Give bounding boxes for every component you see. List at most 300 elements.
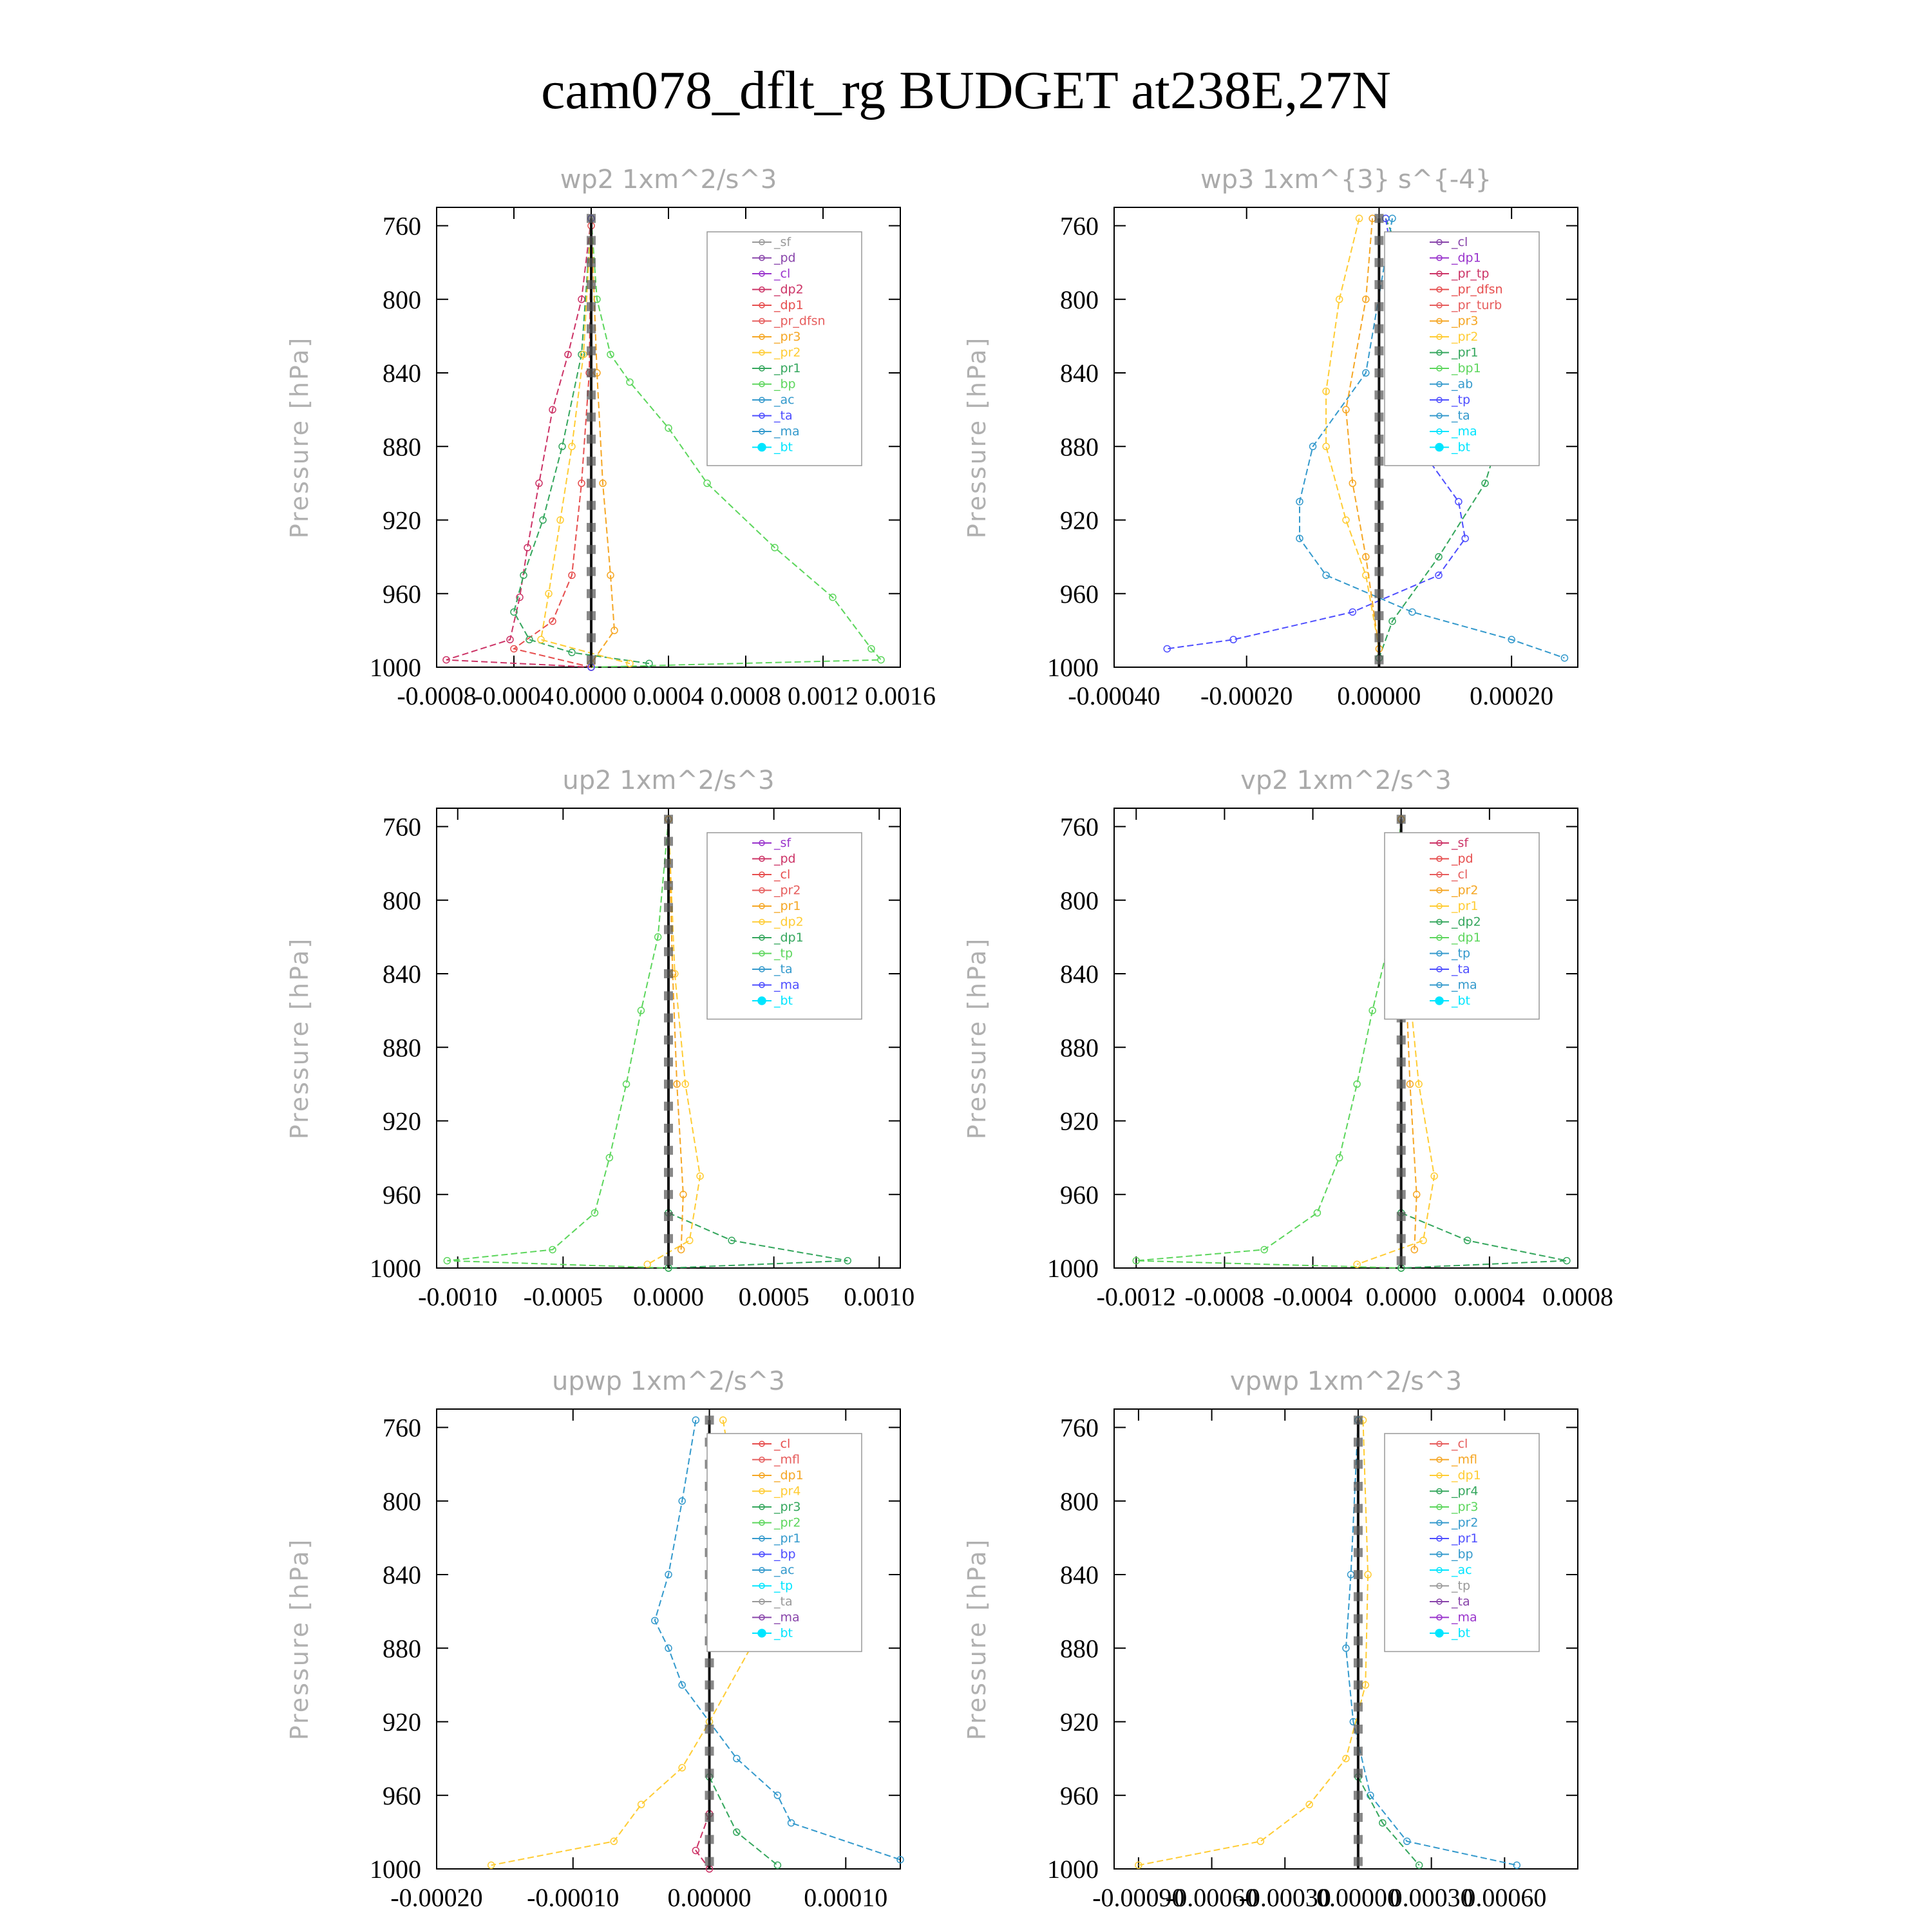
x-tick-label: 0.00020 (1470, 681, 1554, 710)
zero-marker (664, 881, 673, 890)
y-tick-label: 920 (1060, 506, 1099, 535)
y-tick-label: 920 (1060, 1707, 1099, 1737)
legend-entry: _ta (1452, 962, 1470, 976)
legend-entry: _pr3 (1452, 1500, 1479, 1514)
data-point (665, 425, 672, 431)
panel-4 (963, 766, 1613, 1311)
zero-marker (1374, 478, 1383, 488)
zero-marker (705, 1658, 714, 1667)
zero-marker (1374, 457, 1383, 466)
zero-marker (1354, 1791, 1363, 1800)
legend-entry: _pr_tp (1452, 267, 1490, 281)
x-tick-label: -0.00020 (390, 1883, 483, 1912)
x-tick-label: -0.00020 (1200, 681, 1293, 710)
y-tick-label: 800 (383, 1486, 421, 1516)
zero-marker (1354, 1725, 1363, 1734)
zero-marker (1397, 1079, 1406, 1088)
x-tick-label: 0.0010 (844, 1282, 915, 1311)
zero-marker (587, 589, 596, 598)
zero-marker (587, 258, 596, 267)
series-line-pr1 (514, 218, 649, 663)
zero-marker (1354, 1857, 1363, 1866)
y-tick-label: 840 (383, 1560, 421, 1590)
legend-entry: _ta (774, 408, 793, 423)
legend-entry: _bp (774, 1547, 796, 1562)
zero-marker (1374, 656, 1383, 665)
x-tick-label: 0.0004 (633, 681, 704, 710)
legend-entry: _dp1 (774, 298, 804, 312)
legend-entry: _cl (774, 1437, 791, 1451)
zero-marker (1354, 1504, 1363, 1513)
zero-marker (1374, 390, 1383, 399)
legend-entry: _ac (1452, 1563, 1472, 1577)
zero-marker (664, 1146, 673, 1155)
zero-marker (587, 656, 596, 665)
zero-marker (1397, 1190, 1406, 1199)
series-line-pr2 (541, 218, 630, 663)
legend-entry: _pr2 (1452, 883, 1479, 898)
zero-marker (705, 1680, 714, 1689)
zero-marker (1374, 589, 1383, 598)
y-axis-label: Pressure [hPa] (963, 1537, 991, 1741)
legend-entry: _cl (1452, 867, 1468, 882)
zero-marker (1354, 1835, 1363, 1844)
zero-marker (705, 1703, 714, 1712)
x-tick-label: 0.00000 (667, 1883, 752, 1912)
zero-marker (1354, 1747, 1363, 1756)
series-line-pr1 (1346, 218, 1379, 649)
zero-marker (587, 368, 596, 377)
y-tick-label: 800 (1060, 1486, 1099, 1516)
legend-entry: _tp (1452, 393, 1471, 407)
legend-entry: _pr4 (1452, 1484, 1479, 1499)
y-tick-label: 800 (383, 285, 421, 314)
y-tick-label: 840 (1060, 359, 1099, 388)
zero-marker (1374, 501, 1383, 510)
legend-entry: _dp2 (1452, 914, 1481, 929)
zero-marker (1374, 236, 1383, 245)
legend-entry: _tp (1452, 946, 1471, 961)
zero-marker (1397, 1212, 1406, 1221)
zero-marker (587, 545, 596, 554)
zero-marker (1374, 346, 1383, 355)
legend-entry: _pd (774, 251, 796, 265)
x-tick-label: -0.00090 (1092, 1883, 1185, 1912)
legend-entry: _pr2 (774, 883, 801, 898)
zero-marker (664, 1036, 673, 1045)
x-tick-label: -0.00030 (1238, 1883, 1331, 1912)
legend-entry: _bp (1452, 1547, 1473, 1562)
legend-entry: _pr4 (774, 1484, 801, 1499)
panel-5 (285, 1367, 904, 1912)
legend-marker (758, 997, 766, 1005)
y-tick-label: 760 (1060, 812, 1099, 842)
x-tick-label: -0.0008 (397, 681, 477, 710)
zero-marker (1374, 611, 1383, 620)
legend-entry: _cl (774, 267, 791, 281)
legend-entry: _sf (774, 836, 791, 850)
legend-entry: _pr2 (1452, 330, 1479, 344)
y-tick-label: 960 (383, 1781, 421, 1810)
zero-marker (587, 501, 596, 510)
legend-entry: _ma (774, 424, 800, 439)
x-tick-label: 0.00060 (1463, 1883, 1547, 1912)
legend-marker (1435, 444, 1443, 451)
y-tick-label: 800 (383, 886, 421, 915)
y-tick-label: 880 (383, 1033, 421, 1063)
zero-marker (1354, 1416, 1363, 1425)
zero-marker (705, 1747, 714, 1756)
x-tick-label: 0.0000 (556, 681, 627, 710)
zero-marker (705, 1725, 714, 1734)
legend-entry: _pr2 (1452, 1515, 1479, 1530)
zero-marker (664, 859, 673, 868)
zero-marker (1397, 1234, 1406, 1243)
y-tick-label: 1000 (370, 1855, 421, 1884)
x-tick-label: 0.0016 (865, 681, 936, 710)
zero-marker (1374, 523, 1383, 532)
legend-entry: _pr1 (1452, 345, 1479, 360)
panel-title: wp3 1xm^{3} s^{-4} (1200, 165, 1492, 194)
legend-entry: _pr3 (774, 1500, 801, 1514)
legend-entry: _pr3 (774, 330, 801, 344)
zero-marker (1397, 1036, 1406, 1045)
x-tick-label: -0.0012 (1096, 1282, 1176, 1311)
legend-entry: _sf (774, 235, 791, 249)
data-point (1314, 1209, 1320, 1216)
data-point (734, 1756, 740, 1762)
zero-marker (664, 969, 673, 978)
zero-marker (1397, 1146, 1406, 1155)
zero-marker (664, 903, 673, 912)
y-tick-label: 960 (383, 1180, 421, 1209)
zero-marker (587, 523, 596, 532)
y-tick-label: 920 (383, 506, 421, 535)
zero-marker (1397, 1102, 1406, 1111)
zero-marker (664, 1234, 673, 1243)
y-tick-label: 760 (1060, 1413, 1099, 1443)
legend-entry: _bt (774, 1626, 793, 1640)
zero-marker (1354, 1526, 1363, 1535)
legend-entry: _mfl (774, 1452, 800, 1467)
legend-entry: _tp (774, 946, 793, 961)
legend-marker (758, 444, 766, 451)
y-axis-label: Pressure [hPa] (285, 336, 314, 539)
legend-entry: _dp1 (774, 1468, 804, 1482)
zero-marker (587, 324, 596, 333)
legend-entry: _pr1 (1452, 899, 1479, 913)
zero-marker (1374, 324, 1383, 333)
x-tick-label: -0.00040 (1068, 681, 1160, 710)
y-tick-label: 1000 (1047, 1855, 1099, 1884)
legend-entry: _tp (774, 1578, 793, 1593)
zero-marker (1354, 1482, 1363, 1491)
y-tick-label: 840 (1060, 1560, 1099, 1590)
y-tick-label: 880 (383, 1634, 421, 1663)
legend-entry: _dp2 (774, 282, 804, 297)
data-point (627, 379, 633, 385)
zero-marker (705, 1857, 714, 1866)
legend-entry: _pr_dfsn (1452, 282, 1503, 297)
zero-marker (705, 1813, 714, 1822)
y-tick-label: 880 (1060, 1033, 1099, 1063)
page-title: cam078_dflt_rg BUDGET at238E,27N (541, 61, 1391, 120)
y-tick-label: 840 (383, 359, 421, 388)
legend-entry: _ta (1452, 408, 1470, 423)
zero-marker (1374, 214, 1383, 223)
x-tick-label: -0.00010 (527, 1883, 620, 1912)
y-tick-label: 760 (1060, 211, 1099, 241)
x-tick-label: -0.0004 (474, 681, 554, 710)
data-point (1257, 1838, 1264, 1844)
zero-marker (1374, 258, 1383, 267)
y-tick-label: 800 (1060, 886, 1099, 915)
zero-marker (1354, 1658, 1363, 1667)
y-tick-label: 840 (383, 960, 421, 989)
y-tick-label: 960 (1060, 1781, 1099, 1810)
zero-marker (1354, 1592, 1363, 1601)
zero-marker (587, 346, 596, 355)
zero-marker (587, 236, 596, 245)
zero-marker (664, 1124, 673, 1133)
legend-entry: _pr2 (774, 1515, 801, 1530)
zero-marker (705, 1835, 714, 1844)
x-tick-label: 0.0008 (1542, 1282, 1613, 1311)
zero-marker (1374, 545, 1383, 554)
x-tick-label: -0.0010 (418, 1282, 498, 1311)
x-tick-label: 0.0004 (1454, 1282, 1525, 1311)
data-point (878, 657, 884, 663)
legend-entry: _dp1 (1452, 251, 1481, 265)
data-point (788, 1820, 795, 1826)
y-tick-label: 760 (383, 211, 421, 241)
zero-marker (705, 1416, 714, 1425)
x-tick-label: -0.0005 (523, 1282, 603, 1311)
zero-marker (1354, 1570, 1363, 1579)
y-tick-label: 960 (383, 579, 421, 609)
zero-marker (1374, 633, 1383, 642)
x-tick-label: -0.0008 (1184, 1282, 1265, 1311)
x-tick-label: 0.00000 (1337, 681, 1421, 710)
legend-entry: _ta (774, 1595, 793, 1609)
y-axis-label: Pressure [hPa] (285, 1537, 314, 1741)
y-tick-label: 1000 (1047, 1254, 1099, 1283)
legend-entry: _bt (1452, 440, 1471, 455)
y-tick-label: 1000 (370, 653, 421, 682)
legend-entry: _pd (774, 851, 796, 866)
legend-entry: _cl (1452, 1437, 1468, 1451)
zero-marker (664, 1168, 673, 1177)
x-tick-label: 0.0005 (738, 1282, 810, 1311)
data-point (638, 1801, 645, 1808)
series-line-dp1 (447, 819, 668, 1268)
legend-entry: _pr_turb (1452, 298, 1502, 312)
zero-marker (587, 611, 596, 620)
y-tick-label: 840 (1060, 960, 1099, 989)
zero-marker (664, 991, 673, 1000)
legend-entry: _ma (1452, 1610, 1477, 1625)
zero-marker (587, 478, 596, 488)
legend-entry: _ab (1452, 377, 1473, 392)
legend-entry: _pd (1452, 851, 1473, 866)
series-line-dp1 (1136, 819, 1401, 1268)
zero-marker (1354, 1548, 1363, 1557)
series-line-pr2 (1326, 218, 1379, 649)
legend-entry: _bp1 (1452, 361, 1481, 375)
y-tick-label: 960 (1060, 579, 1099, 609)
series-line-bp (1358, 1777, 1419, 1865)
zero-marker (1374, 302, 1383, 311)
y-tick-label: 1000 (370, 1254, 421, 1283)
zero-marker (587, 457, 596, 466)
zero-marker (587, 390, 596, 399)
y-tick-label: 920 (1060, 1106, 1099, 1136)
legend-entry: _dp1 (1452, 931, 1481, 945)
legend-entry: _ac (774, 1563, 795, 1577)
legend-entry: _bp (774, 377, 796, 392)
zero-marker (1397, 1168, 1406, 1177)
zero-marker (1374, 413, 1383, 422)
data-point (644, 1261, 650, 1267)
legend-entry: _cl (1452, 235, 1468, 249)
panel-title: vp2 1xm^2/s^3 (1240, 766, 1452, 795)
zero-marker (705, 1791, 714, 1800)
series-line-pr1 (1139, 1420, 1368, 1865)
legend-entry: _pr_dfsn (774, 314, 826, 328)
data-point (1323, 572, 1329, 578)
data-point (1420, 1237, 1426, 1244)
legend-marker (758, 1629, 766, 1637)
data-point (774, 1862, 781, 1868)
legend-entry: _bt (1452, 994, 1471, 1008)
series-line-bp (710, 1777, 778, 1865)
series-line-pr1 (647, 819, 700, 1264)
legend-marker (1435, 1629, 1443, 1637)
panel-1 (285, 165, 936, 710)
legend-entry: _pr1 (774, 899, 801, 913)
zero-marker (664, 1079, 673, 1088)
zero-marker (705, 1768, 714, 1777)
legend-entry: _ta (1452, 1595, 1470, 1609)
x-tick-label: 0.00030 (1389, 1883, 1473, 1912)
panel-3 (285, 766, 914, 1311)
panel-title: vpwp 1xm^2/s^3 (1229, 1367, 1463, 1396)
zero-marker (587, 302, 596, 311)
zero-marker (664, 1190, 673, 1199)
x-tick-label: 0.00000 (1316, 1883, 1400, 1912)
x-tick-label: 0.0012 (788, 681, 858, 710)
x-tick-label: -0.00060 (1165, 1883, 1258, 1912)
y-tick-label: 920 (383, 1707, 421, 1737)
series-line-dp1 (514, 226, 591, 667)
legend-entry: _cl (774, 867, 791, 882)
legend-entry: _pr3 (1452, 314, 1479, 328)
legend-entry: _bt (774, 440, 793, 455)
panel-6 (963, 1367, 1578, 1912)
x-tick-label: 0.0008 (710, 681, 781, 710)
zero-marker (587, 214, 596, 223)
y-tick-label: 800 (1060, 285, 1099, 314)
zero-marker (1354, 1460, 1363, 1469)
zero-marker (1374, 280, 1383, 289)
legend-entry: _bt (1452, 1626, 1471, 1640)
legend-entry: _ma (774, 978, 800, 992)
zero-marker (1397, 815, 1406, 824)
zero-marker (1374, 435, 1383, 444)
y-tick-label: 880 (383, 432, 421, 462)
y-axis-label: Pressure [hPa] (963, 936, 991, 1140)
zero-marker (664, 1212, 673, 1221)
y-axis-label: Pressure [hPa] (963, 336, 991, 539)
zero-marker (664, 815, 673, 824)
legend-entry: _ta (774, 962, 793, 976)
zero-marker (587, 280, 596, 289)
x-tick-label: -0.0004 (1273, 1282, 1353, 1311)
legend-entry: _dp2 (774, 914, 804, 929)
x-tick-label: 0.0000 (633, 1282, 704, 1311)
panel-2 (963, 165, 1578, 710)
panel-title: up2 1xm^2/s^3 (562, 766, 775, 795)
zero-marker (1397, 1124, 1406, 1133)
y-tick-label: 1000 (1047, 653, 1099, 682)
y-tick-label: 960 (1060, 1180, 1099, 1209)
legend-entry: _pr1 (774, 361, 801, 375)
x-tick-label: 0.0000 (1365, 1282, 1437, 1311)
panel-title: upwp 1xm^2/s^3 (552, 1367, 785, 1396)
y-axis-label: Pressure [hPa] (285, 936, 314, 1140)
zero-marker (587, 567, 596, 576)
legend-entry: _pr2 (774, 345, 801, 360)
zero-marker (1374, 567, 1383, 576)
zero-marker (664, 1256, 673, 1265)
zero-marker (1354, 1680, 1363, 1689)
y-tick-label: 760 (383, 1413, 421, 1443)
zero-marker (664, 947, 673, 956)
legend-entry: _ac (774, 393, 795, 407)
legend-entry: _tp (1452, 1578, 1471, 1593)
zero-marker (587, 413, 596, 422)
legend-entry: _sf (1452, 836, 1469, 850)
y-tick-label: 880 (1060, 1634, 1099, 1663)
y-tick-label: 920 (383, 1106, 421, 1136)
data-point (704, 480, 710, 486)
zero-marker (587, 633, 596, 642)
zero-marker (1374, 368, 1383, 377)
data-point (1409, 609, 1416, 615)
zero-marker (1354, 1437, 1363, 1446)
legend-entry: _ma (1452, 424, 1477, 439)
zero-marker (1354, 1636, 1363, 1645)
y-tick-label: 880 (1060, 432, 1099, 462)
zero-marker (1354, 1813, 1363, 1822)
legend-entry: _dp1 (774, 931, 804, 945)
panel-title: wp2 1xm^2/s^3 (560, 165, 777, 194)
zero-marker (1397, 1057, 1406, 1066)
zero-marker (1354, 1615, 1363, 1624)
zero-marker (664, 1014, 673, 1023)
series-line-dp2 (668, 1213, 848, 1268)
legend-entry: _ma (1452, 978, 1477, 992)
legend-entry: _pr1 (774, 1531, 801, 1546)
zero-marker (664, 1102, 673, 1111)
x-tick-label: 0.00010 (804, 1883, 888, 1912)
zero-marker (1397, 1256, 1406, 1265)
zero-marker (1354, 1768, 1363, 1777)
legend-entry: _bt (774, 994, 793, 1008)
zero-marker (664, 1057, 673, 1066)
legend-entry: _pr1 (1452, 1531, 1479, 1546)
zero-marker (587, 435, 596, 444)
